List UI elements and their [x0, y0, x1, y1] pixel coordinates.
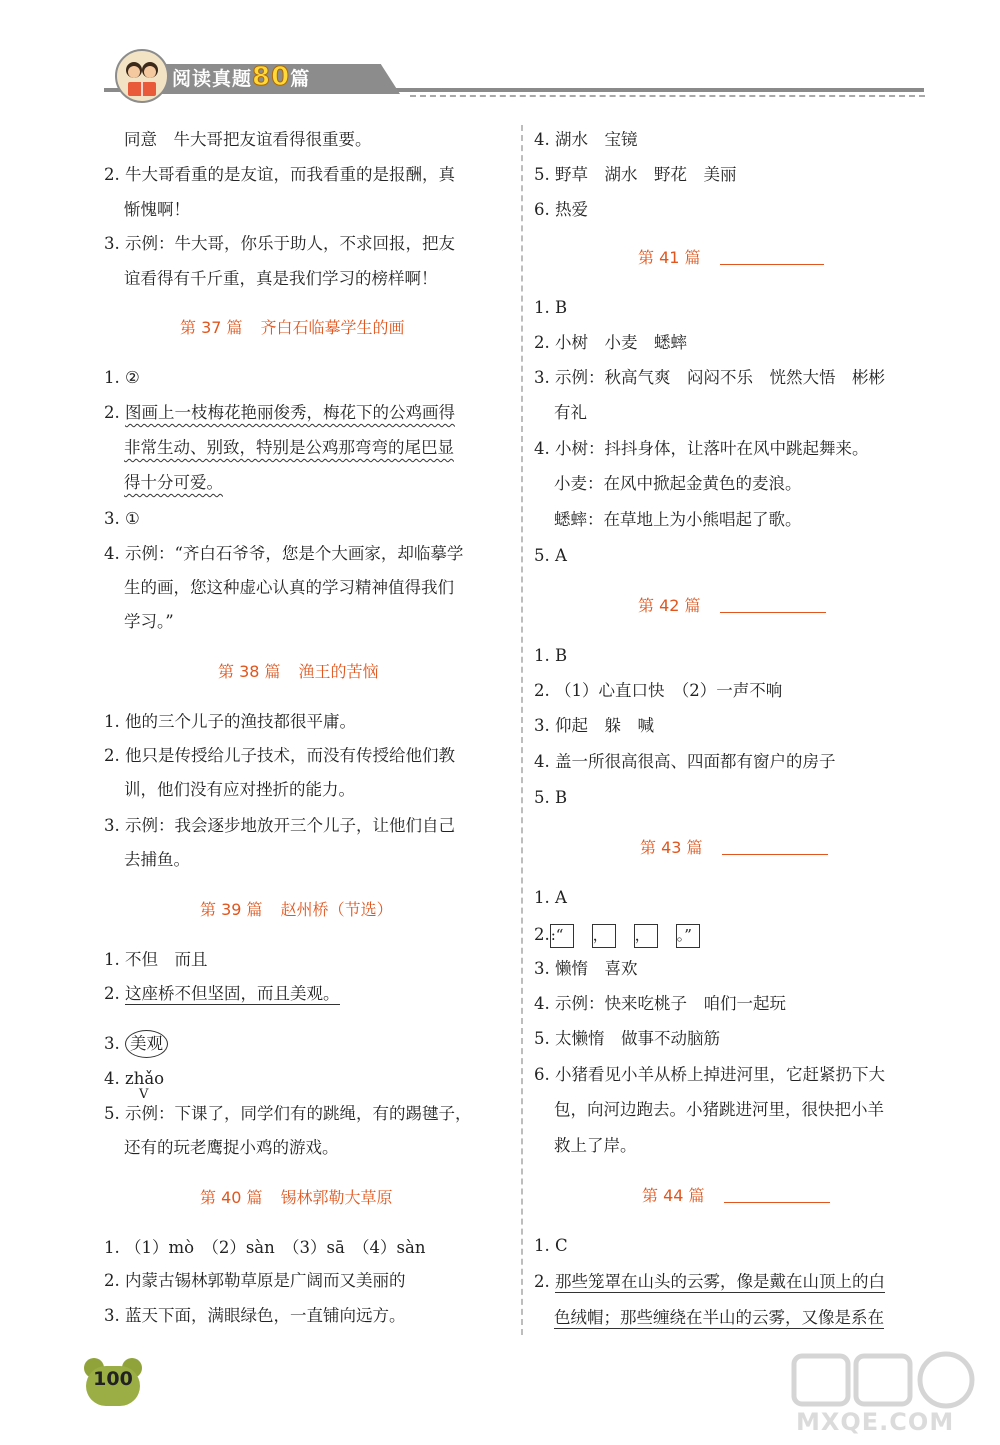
site-watermark: [790, 1350, 990, 1440]
section-heading-37: [180, 315, 405, 341]
answer-line: 6. 热爱: [534, 200, 588, 219]
wavy-underlined-answer: 得十分可爱。: [124, 473, 223, 492]
section-heading-39: [200, 897, 393, 923]
answer-line: 4. 湖水 宝镜: [534, 130, 638, 149]
answer-line: 1. B: [534, 646, 568, 665]
section-subtitle: （节选）: [328, 900, 393, 919]
answer-line: 1. 不但 而且: [104, 950, 208, 969]
answer-line: 包，向河边跑去。小猪跳进河里，很快把小羊: [554, 1100, 884, 1119]
answer-line: 2. 他只是传授给儿子技术，而没有传授给他们教: [104, 746, 455, 765]
section-heading-42: 第 42 篇: [638, 596, 701, 615]
answer-line: 6. 小猪看见小羊从桥上掉进河里，它赶紧扔下大: [534, 1065, 885, 1084]
answer-prefix: 3.: [104, 1034, 125, 1053]
answer-line: 4. 示例：快来吃桃子 咱们一起玩: [534, 994, 786, 1013]
section-title: 赵州桥: [280, 900, 329, 919]
answer-line: 1. A: [534, 888, 567, 907]
section-title: 渔王的苦恼: [298, 662, 379, 681]
answer-line: 2. （1）心直口快 （2）一声不响: [534, 681, 783, 700]
answer-line: 3. ①: [104, 509, 140, 528]
answer-line: 3. 示例：秋高气爽 闷闷不乐 恍然大悟 彬彬: [534, 368, 885, 387]
answer-line: [554, 1305, 884, 1331]
answer-line: 生的画，您这种虚心认真的学习精神值得我们: [124, 578, 454, 597]
book-title-part2: 篇: [290, 68, 311, 90]
answer-line: 1. B: [534, 298, 568, 317]
answer-line: [124, 470, 223, 496]
answer-line: 有礼: [554, 403, 587, 422]
answer-line: 1. 他的三个儿子的渔技都很平庸。: [104, 712, 356, 731]
answer-line: 蟋蟀：在草地上为小熊唱起了歌。: [554, 510, 802, 529]
section-title-blank: [720, 612, 826, 613]
answer-line: 3. 蓝天下面，满眼绿色，一直铺向远方。: [104, 1306, 406, 1325]
answer-line: 4. 示例：“齐白石爷爷，您是个大画家，却临摹学: [104, 544, 464, 563]
answer-line: 3. 示例：牛大哥，你乐于助人，不求回报，把友: [104, 234, 455, 253]
book-title-number: 80: [252, 62, 291, 92]
answer-prefix: 2.: [534, 925, 550, 944]
section-title-blank: [722, 854, 828, 855]
answer-line: [124, 435, 454, 461]
section-title-blank: [720, 264, 824, 265]
answer-line: 5. 太懒惰 做事不动脑筋: [534, 1029, 720, 1048]
page-header: [0, 0, 1000, 110]
answer-line: 小麦：在风中掀起金黄色的麦浪。: [554, 474, 802, 493]
punctuation-box: ，: [592, 924, 616, 948]
punctuation-box: ，: [634, 924, 658, 948]
reading-kids-icon: [112, 48, 172, 104]
book-title: [172, 62, 310, 92]
answer-line: 5. 示例：下课了，同学们有的跳绳，有的踢毽子，: [104, 1104, 472, 1123]
section-heading-41: 第 41 篇: [638, 248, 701, 267]
wavy-underlined-answer: 非常生动、别致，特别是公鸡那弯弯的尾巴显: [124, 438, 454, 457]
book-title-part1: 阅读真题: [172, 68, 253, 90]
answer-line: 1. （1）mò （2）sàn （3）sā （4）sàn: [104, 1238, 426, 1257]
section-heading-38: [218, 659, 379, 685]
answer-line: 3. 示例：我会逐步地放开三个儿子，让他们自己: [104, 816, 455, 835]
section-heading-43: 第 43 篇: [640, 838, 703, 857]
answer-line: 3. 仰起 躲 喊: [534, 716, 654, 735]
underlined-answer: 这座桥不但坚固，而且美观。: [125, 984, 340, 1003]
answer-line: 1. ②: [104, 368, 140, 387]
answer-line: 同意 牛大哥把友谊看得很重要。: [124, 130, 372, 149]
section-number: 第 38 篇: [218, 662, 281, 681]
check-mark: V: [139, 1087, 149, 1102]
watermark-logo-icon: [790, 1350, 980, 1410]
answer-line: [104, 400, 455, 426]
answer-line: 4. 小树：抖抖身体，让落叶在风中跳起舞来。: [534, 439, 869, 458]
section-heading-40: [200, 1185, 393, 1211]
answer-line: [534, 922, 718, 948]
circled-answer: 美观: [125, 1030, 168, 1058]
answer-line: 2. 内蒙古锡林郭勒草原是广阔而又美丽的: [104, 1271, 406, 1290]
section-title: 齐白石临摹学生的画: [260, 318, 405, 337]
answer-line: [104, 1030, 168, 1056]
answer-line: 2. 牛大哥看重的是友谊，而我看重的是报酬，真: [104, 165, 455, 184]
answer-line: 去捕鱼。: [124, 850, 190, 869]
page-number-badge: [82, 1360, 144, 1408]
pinyin-answer: [125, 1066, 165, 1102]
pinyin-text: zhǎo: [125, 1069, 165, 1088]
answer-line: 救上了岸。: [554, 1136, 637, 1155]
answer-line: 5. B: [534, 788, 568, 807]
underlined-answer: 色绒帽；那些缠绕在半山的云雾，又像是系在: [554, 1308, 884, 1327]
section-number: 第 40 篇: [200, 1188, 263, 1207]
section-heading-44: 第 44 篇: [642, 1186, 705, 1205]
answer-line: 学习。”: [124, 612, 174, 631]
answer-line: [534, 1269, 885, 1295]
answer-prefix: 2.: [534, 1272, 555, 1291]
section-number: 第 39 篇: [200, 900, 263, 919]
answer-line: 1. C: [534, 1236, 568, 1255]
watermark-url: MXQE.COM: [796, 1408, 955, 1436]
punctuation-box: 。”: [676, 924, 700, 948]
answer-line: 惭愧啊！: [124, 200, 190, 219]
answer-line: 5. A: [534, 546, 567, 565]
section-number: 第 37 篇: [180, 318, 243, 337]
header-dotted-line: [410, 95, 925, 97]
section-title: 锡林郭勒大草原: [280, 1188, 393, 1207]
answer-prefix: 4.: [104, 1069, 125, 1088]
answer-line: [104, 981, 340, 1007]
punctuation-box: :“: [550, 924, 574, 948]
answer-line: 训，他们没有应对挫折的能力。: [124, 780, 355, 799]
section-title-blank: [724, 1202, 830, 1203]
answer-prefix: 2.: [104, 403, 125, 422]
answer-line: 2. 小树 小麦 蟋蟀: [534, 333, 687, 352]
answer-line: 4. 盖一所很高很高、四面都有窗户的房子: [534, 752, 836, 771]
underlined-answer: 那些笼罩在山头的云雾，像是戴在山顶上的白: [555, 1272, 885, 1291]
wavy-underlined-answer: 图画上一枝梅花艳丽俊秀，梅花下的公鸡画得: [125, 403, 455, 422]
answer-line: 3. 懒惰 喜欢: [534, 959, 638, 978]
answer-line: 5. 野草 湖水 野花 美丽: [534, 165, 737, 184]
answer-line: [104, 1066, 165, 1102]
answer-line: 还有的玩老鹰捉小鸡的游戏。: [124, 1138, 339, 1157]
answer-prefix: 2.: [104, 984, 125, 1003]
column-divider: [521, 125, 523, 1335]
answer-line: 谊看得有千斤重，真是我们学习的榜样啊！: [124, 269, 438, 288]
page-number: 100: [93, 1368, 133, 1390]
